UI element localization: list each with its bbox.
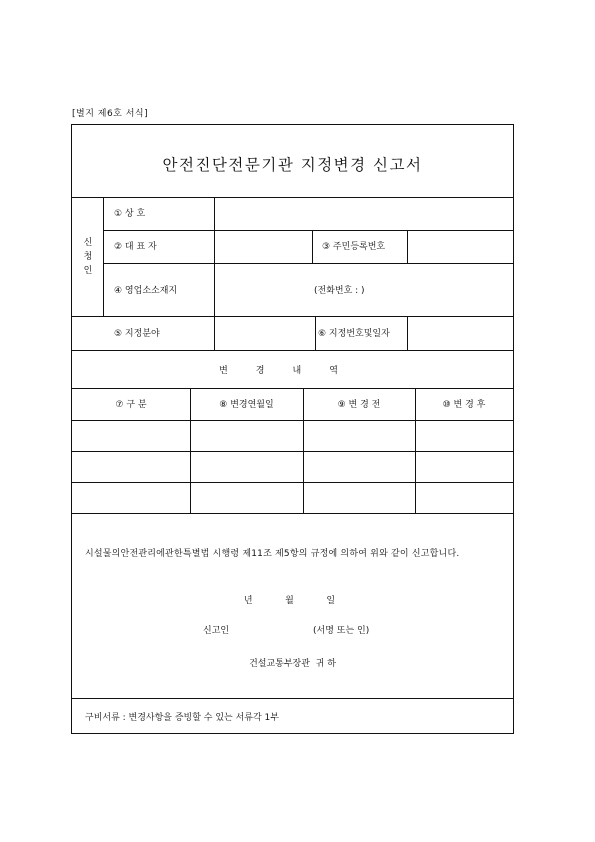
attachments-note: 구비서류 : 변경사항을 증빙할 수 있는 서류각 1부 — [85, 713, 279, 723]
applicant-signature-label: 신고인 — [203, 626, 230, 636]
table-cell[interactable] — [76, 461, 186, 473]
designation-info-value[interactable] — [413, 328, 508, 340]
company-label: ① 상 호 — [114, 209, 146, 219]
divider — [72, 197, 513, 198]
applicant-label-char: 인 — [83, 266, 93, 276]
divider — [72, 350, 513, 351]
column-header: ⑨ 변 경 전 — [337, 400, 381, 410]
table-cell[interactable] — [307, 492, 411, 504]
divider — [72, 451, 513, 452]
designated-field-label: ⑤ 지정분야 — [114, 329, 160, 339]
table-cell[interactable] — [307, 461, 411, 473]
divider — [103, 230, 513, 231]
declaration-text: 시설물의안전관리에관한특별법 시행령 제11조 제5항의 규정에 의하여 위와 같이 신고합니다. — [85, 549, 460, 559]
divider — [72, 388, 513, 389]
column-header: ⑧ 변경연월일 — [219, 400, 274, 410]
table-cell[interactable] — [194, 461, 299, 473]
divider — [315, 316, 316, 350]
applicant-label — [82, 236, 94, 278]
declaration-date: 년 월 일 — [243, 596, 342, 606]
table-cell[interactable] — [194, 492, 299, 504]
column-header: ⑦ 구 분 — [115, 400, 147, 410]
table-cell[interactable] — [76, 492, 186, 504]
table-cell[interactable] — [194, 430, 299, 442]
designation-info-label: ⑥ 지정번호및일자 — [318, 329, 390, 339]
form-code: [별지 제6호 서식] — [72, 109, 149, 119]
divider — [103, 263, 513, 264]
office-address-value[interactable] — [220, 269, 508, 281]
divider — [72, 420, 513, 421]
applicant-label-char: 청 — [83, 252, 93, 262]
table-cell[interactable] — [419, 461, 509, 473]
table-cell[interactable] — [419, 492, 509, 504]
office-address-label: ④ 영업소소재지 — [114, 286, 178, 296]
divider — [407, 230, 408, 263]
representative-value[interactable] — [220, 241, 306, 253]
company-value[interactable] — [220, 208, 508, 220]
divider — [214, 197, 215, 316]
resident-number-label: ③ 주민등록번호 — [322, 242, 386, 252]
divider — [312, 230, 313, 263]
divider — [72, 316, 513, 317]
phone-label: (전화번호 : ) — [314, 286, 365, 296]
representative-label: ② 대 표 자 — [114, 242, 157, 252]
divider — [103, 197, 104, 316]
divider — [72, 698, 513, 699]
divider — [72, 513, 513, 514]
form-title: 안전진단전문기관 지정변경 신고서 — [162, 156, 423, 174]
designated-field-value[interactable] — [220, 328, 310, 340]
resident-number-value[interactable] — [413, 241, 508, 253]
signature-placeholder[interactable]: (서명 또는 인) — [313, 626, 370, 636]
report-form — [71, 124, 514, 734]
table-cell[interactable] — [419, 430, 509, 442]
divider — [407, 316, 408, 350]
changes-section-title: 변경내역 — [219, 366, 366, 376]
recipient: 건설교통부장관 귀 하 — [249, 659, 336, 669]
table-cell[interactable] — [307, 430, 411, 442]
divider — [214, 316, 215, 350]
column-header: ⑩ 변 경 후 — [442, 400, 486, 410]
divider — [72, 482, 513, 483]
applicant-label-char: 신 — [83, 238, 93, 248]
table-cell[interactable] — [76, 430, 186, 442]
